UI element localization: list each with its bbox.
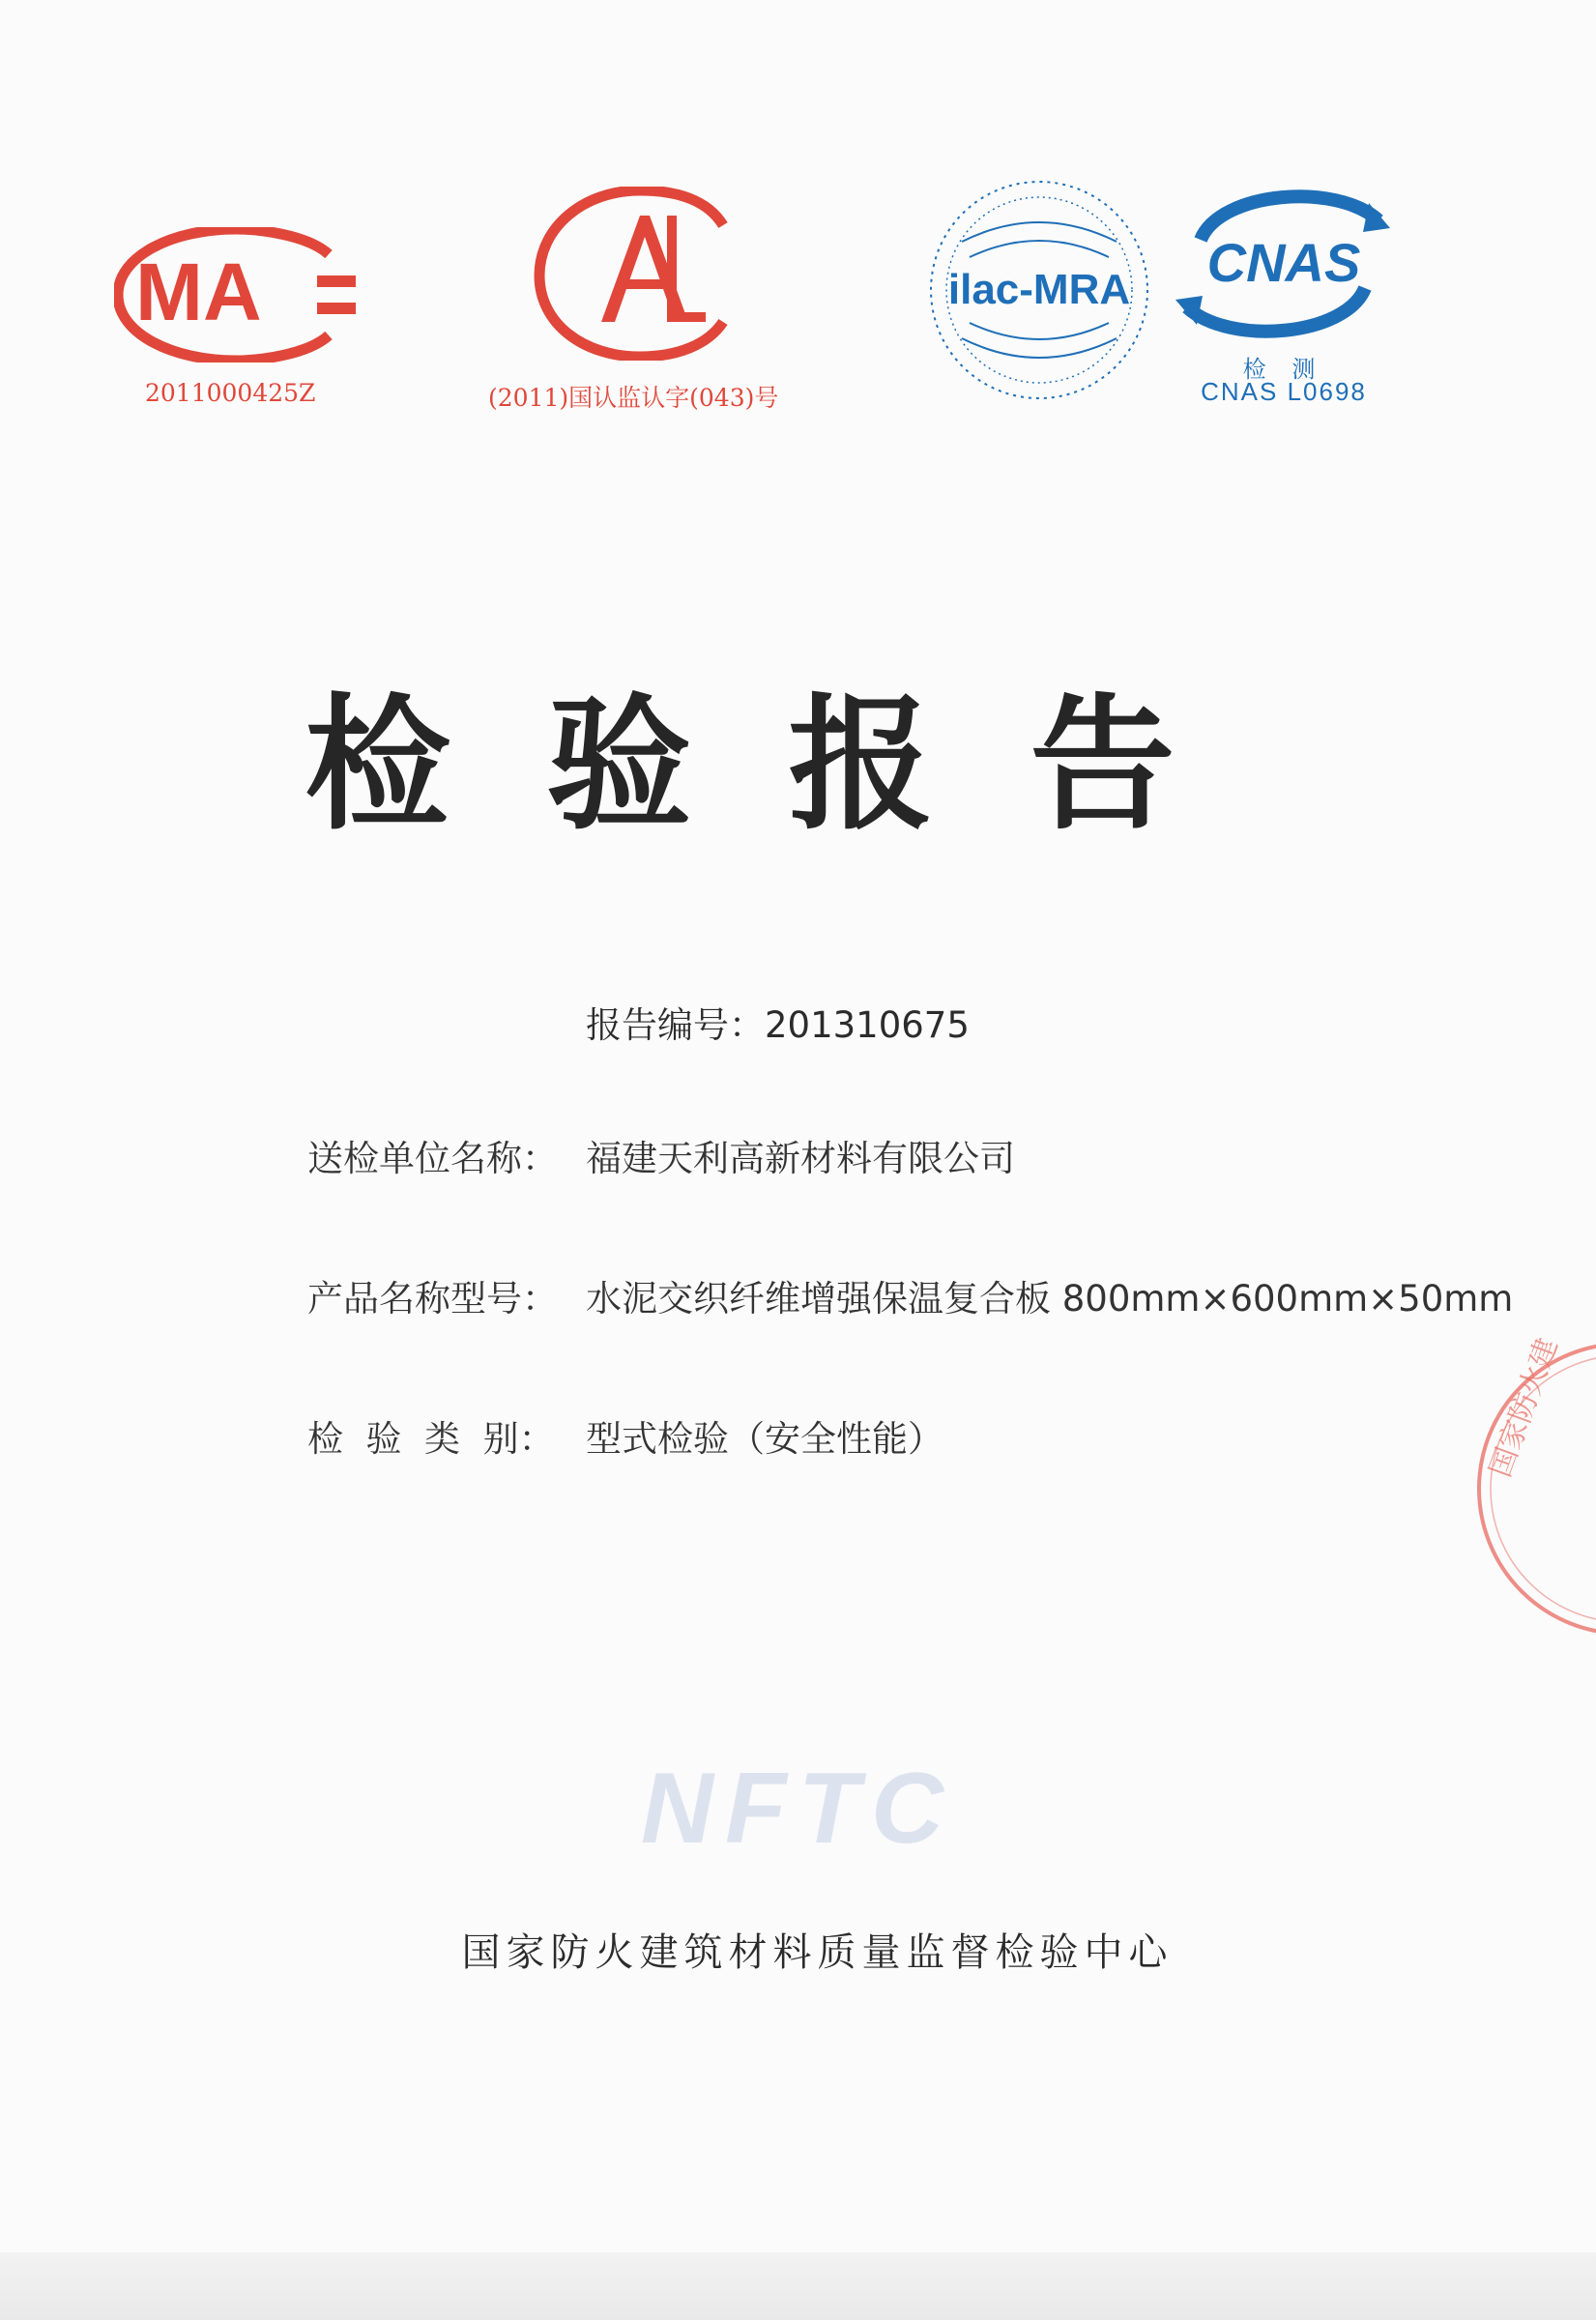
client-value: 福建天利高新材料有限公司: [586, 1138, 1015, 1179]
svg-text:CNAS: CNAS: [1206, 232, 1361, 293]
cma-logo: [114, 227, 358, 362]
report-number-label: 报告编号：: [586, 1004, 765, 1046]
official-seal: [1450, 1334, 1596, 1657]
cma-caption: 2011000425Z: [145, 379, 316, 407]
cnas-caption-line1: 检 测: [1242, 357, 1325, 383]
cnas-logo: [1172, 182, 1394, 351]
svg-text:ilac-MRA: ilac-MRA: [947, 266, 1131, 313]
svg-text:国家防火建: 国家防火建: [1483, 1334, 1565, 1482]
cal-logo-graphic: [534, 187, 746, 361]
client-label: 送检单位名称：: [307, 1138, 558, 1179]
ilac-mra-logo: [923, 174, 1155, 406]
scan-edge: [0, 2252, 1596, 2320]
inspection-type-label: 检 验 类 别：: [307, 1418, 555, 1460]
cal-logo: [534, 187, 746, 361]
seal-graphic: [1450, 1334, 1596, 1653]
cma-logo-graphic: [114, 227, 358, 362]
product-label: 产品名称型号：: [307, 1278, 558, 1320]
svg-text:MA: MA: [135, 246, 262, 337]
cnas-logo-graphic: [1172, 182, 1394, 351]
report-title: 检验报告: [305, 682, 1272, 850]
report-number-value: 201310675: [765, 1004, 970, 1046]
cal-caption: (2011)国认监认字(043)号: [488, 384, 779, 412]
product-value: 水泥交织纤维增强保温复合板 800mm×600mm×50mm: [586, 1278, 1514, 1320]
ilac-mra-logo-graphic: [923, 174, 1155, 406]
nftc-watermark: NFTC: [640, 1753, 956, 1865]
cnas-caption-line2: CNAS L0698: [1201, 377, 1367, 406]
report-number: [586, 996, 970, 1048]
inspection-type-value: 型式检验（安全性能）: [586, 1418, 943, 1460]
issuer-name: 国家防火建筑材料质量监督检验中心: [461, 1930, 1174, 1975]
